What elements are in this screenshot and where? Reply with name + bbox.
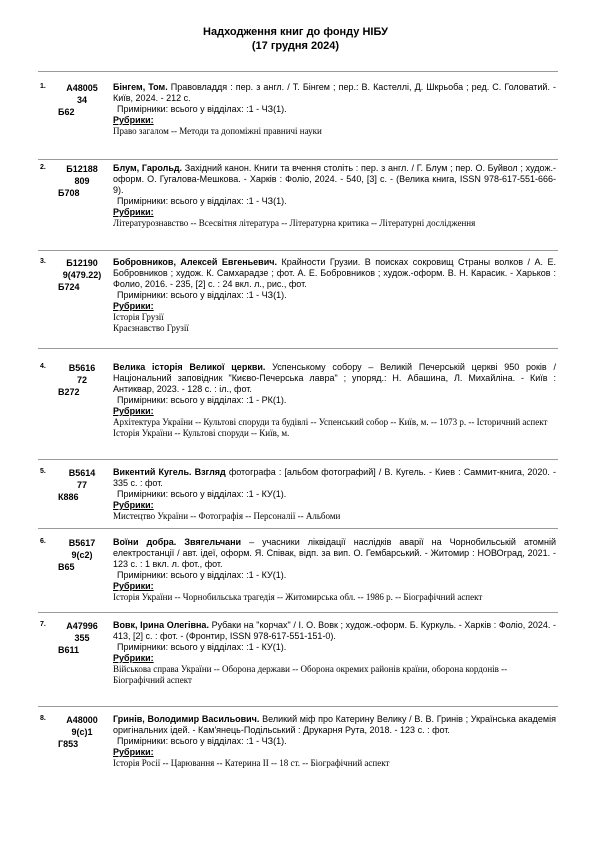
subject-heading: Право загалом -- Методи та допоміжні правничі науки (113, 126, 322, 136)
subject-heading: Історія Росії -- Царювання -- Катерина ІІ -- 18 ст. -- Біографічний аспект (113, 758, 390, 768)
call-code: К886 (58, 492, 79, 502)
entry-body (113, 163, 556, 229)
call-code: 72 (76, 375, 87, 385)
rubrics-label: Рубрики: (113, 653, 154, 663)
rubrics-label: Рубрики: (113, 500, 154, 510)
entry-description: фотографа : [альбом фотографий] / В. Кугель. - Киев : Саммит-книга, 2020. - 335 с. : фот. (113, 467, 556, 488)
entry-number: 1. (40, 83, 46, 90)
entry-copies: Примірники: всього у відділах: :1 - ЧЗ(1). (117, 104, 287, 114)
call-code: В611 (58, 645, 80, 655)
entry-heading: Бінгем, Том. (113, 82, 168, 92)
rubrics-label: Рубрики: (113, 406, 154, 416)
page-title-line2: (17 грудня 2024) (251, 40, 340, 52)
entry-number: 7. (40, 621, 46, 628)
entry-heading: Воїни добра. Звягельчани (113, 537, 242, 547)
entry-separator (38, 528, 558, 529)
entry-copies: Примірники: всього у відділах: :1 - ЧЗ(1). (117, 290, 287, 300)
entry-call-codes (58, 714, 106, 750)
entry-body (113, 537, 556, 603)
subject-heading: Історія Грузії (113, 312, 164, 322)
entry-call-codes (58, 82, 106, 118)
entry-call-codes (58, 362, 106, 398)
entry-call-codes (58, 257, 106, 293)
entry-copies: Примірники: всього у відділах: :1 - РК(1). (117, 395, 287, 405)
entry-heading: Велика історія Великої церкви. (113, 362, 266, 372)
entry-body (113, 620, 556, 686)
entry-body (113, 467, 556, 522)
entry-number: 2. (40, 164, 46, 171)
subject-heading: Літературознавство -- Всесвітня література -- Літературна критика -- Літературні дослідження (113, 218, 476, 228)
entry-body (113, 82, 556, 137)
call-code: В65 (58, 562, 75, 572)
entry-body (113, 362, 556, 439)
call-code: В272 (58, 387, 80, 397)
entry-heading: Гринів, Володимир Васильович. (113, 714, 260, 724)
rubrics-label: Рубрики: (113, 747, 154, 757)
entry-copies: Примірники: всього у відділах: :1 - ЧЗ(1). (117, 736, 287, 746)
entry-number: 5. (40, 468, 46, 475)
rubrics-label: Рубрики: (113, 581, 154, 591)
subject-heading: Військова справа України -- Оборона держави -- Оборона окремих районів країни, оборона кордонів -- Біографічний аспект (113, 664, 508, 685)
call-code: А48005 (66, 83, 98, 93)
entry-call-codes (58, 537, 106, 573)
call-code: В5614 (68, 468, 96, 478)
entry-call-codes (58, 467, 106, 503)
entry-description: Рубаки на "корчах" / І. О. Вовк ; худож.-оформ. Б. Куркуль. - Харків : Фоліо, 2024. - 413, [2] с. : фот. - (Фронтир, ISSN 978-617-551-151-0). (113, 620, 557, 641)
call-code: 34 (76, 95, 87, 105)
call-code: 77 (76, 480, 87, 490)
entry-number: 4. (40, 363, 46, 370)
call-code: Б708 (58, 188, 80, 198)
call-code: 9(с)1 (71, 727, 93, 737)
call-code: А48000 (66, 715, 98, 725)
call-code: А47996 (66, 621, 98, 631)
subject-heading: Архітектура України -- Культові споруди та будівлі -- Успенський собор -- Київ, м. -- 1073 р. -- Історичний аспект (113, 417, 548, 427)
entry-description: Успенському собору – Великій Печерській церкві 950 років / Національний заповідник "Києво-Печерська лавра" ; упоряд.: Н. Абашина, Л. Михайліна. - Київ : Антиквар, 2023. - 128 с. : іл., фот. (113, 362, 556, 394)
entry-separator (38, 612, 558, 613)
call-code: Б12188 (66, 164, 98, 174)
entry-number: 8. (40, 715, 46, 722)
rubrics-label: Рубрики: (113, 207, 154, 217)
entry-call-codes (58, 163, 106, 199)
entry-separator (38, 459, 558, 460)
subject-heading: Краєзнавство Грузії (113, 323, 189, 333)
call-code: 9(с2) (71, 550, 93, 560)
rubrics-label: Рубрики: (113, 301, 154, 311)
call-code: 809 (74, 176, 90, 186)
entry-number: 6. (40, 538, 46, 545)
subject-heading: Мистецтво України -- Фотографія -- Персоналії -- Альбоми (113, 511, 341, 521)
entry-heading: Бобровников, Алексей Евгеньевич. (113, 257, 277, 267)
entry-number: 3. (40, 258, 46, 265)
call-code: Г853 (58, 739, 79, 749)
subject-heading: Історія України -- Чорнобильська трагедія -- Житомирська обл. -- 1986 р. -- Біографічний аспект (113, 592, 483, 602)
entry-separator (38, 250, 558, 251)
call-code: Б12190 (66, 258, 98, 268)
entry-separator (38, 348, 558, 349)
page-title-line1: Надходження книг до фонду НІБУ (203, 26, 388, 38)
entry-separator (38, 71, 558, 72)
rubrics-label: Рубрики: (113, 115, 154, 125)
entry-copies: Примірники: всього у відділах: :1 - КУ(1). (117, 489, 287, 499)
entry-call-codes (58, 620, 106, 656)
entry-description: Великий міф про Катерину Велику / В. В. Гринів ; Українська академія оригінальних ідей. - Кам'янець-Подільський : Друкарня Рута, 2018. - 123 с. : фот. (113, 714, 556, 735)
entry-copies: Примірники: всього у відділах: :1 - КУ(1). (117, 642, 287, 652)
call-code: В5616 (68, 363, 96, 373)
call-code: В5617 (68, 538, 96, 548)
entry-description: Правовладдя : пер. з англ. / Т. Бінгем ; пер.: В. Кастеллі, Д. Шкрьоба ; ред. С. Головатий. - Київ, 2024. - 212 с. (113, 82, 556, 103)
entry-separator (38, 706, 558, 707)
entry-heading: Блум, Гарольд. (113, 163, 183, 173)
entry-copies: Примірники: всього у відділах: :1 - КУ(1). (117, 570, 287, 580)
call-code: 355 (74, 633, 90, 643)
subject-heading: Історія України -- Культові споруди -- Київ, м. (113, 428, 290, 438)
entry-description: – учасники ліквідації наслідків аварії на Чорнобильській атомній електростанції / авт. ідеї, оформ. Я. Співак, відп. за вип. О. Гембарський. - Житомир : НОВОград, 2021. - 123 с. : 1 вкл. л. фот., фот. (113, 537, 556, 569)
call-code: Б62 (58, 107, 75, 117)
entry-heading: Вовк, Ірина Олегівна. (113, 620, 209, 630)
entry-description: Крайности Грузии. В поисках сокровищ Страны волков / А. Е. Бобровников ; худож. К. Самхарадзе ; фот. А. Е. Бобровников ; худож.-оформ. В. Н. Карасик. - Харьков : Фолио, 2016. - 235, [2] с. : 24 вкл. л., рис., фот. (113, 257, 556, 289)
call-code: Б724 (58, 282, 80, 292)
entry-description: Західний канон. Книги та вчення століть : пер. з англ. / Г. Блум ; пер. О. Буйвол ; худож.-оформ. О. Гугалова-Мешкова. - Харків : Фоліо, 2024. - 540, [3] с. - (Велика книга, ISSN 978-617-551-666-9). (113, 163, 556, 195)
call-code: 9(479.22) (62, 270, 102, 280)
entry-heading: Викентий Кугель. Взгляд (113, 467, 226, 477)
entry-body (113, 257, 556, 334)
entry-body (113, 714, 556, 769)
entry-separator (38, 159, 558, 160)
entry-copies: Примірники: всього у відділах: :1 - ЧЗ(1). (117, 196, 287, 206)
